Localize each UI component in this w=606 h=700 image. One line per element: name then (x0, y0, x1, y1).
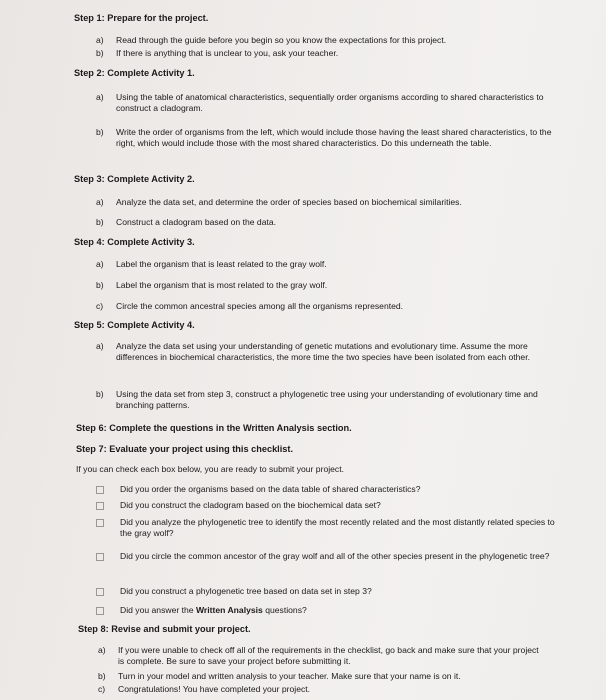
checkbox[interactable] (96, 553, 104, 561)
checkbox[interactable] (96, 486, 104, 494)
step-1-item-a: a) Read through the guide before you begin so you know the expectations for this project. (96, 35, 447, 45)
checkbox[interactable] (96, 502, 104, 510)
step-4-item-c: c) Circle the common ancestral species among all the organisms represented. (96, 301, 404, 311)
step-4-heading: Step 4: Complete Activity 3. (74, 237, 195, 247)
step-8-heading: Step 8: Revise and submit your project. (78, 624, 251, 634)
step-5-heading: Step 5: Complete Activity 4. (74, 320, 195, 330)
step-4-item-b: b) Label the organism that is most related to the gray wolf. (96, 280, 328, 290)
step-1-item-b: b) If there is anything that is unclear to you, ask your teacher. (96, 48, 339, 58)
checklist-item-6[interactable]: Did you answer the Written Analysis questions? (96, 605, 566, 616)
step-3-item-a: a) Analyze the data set, and determine the order of species based on biochemical similarities. (96, 197, 462, 207)
step-8-item-c: c) Congratulations! You have completed your project. (98, 684, 311, 694)
step-3-heading: Step 3: Complete Activity 2. (74, 174, 195, 184)
step-3-item-b: b) Construct a cladogram based on the data. (96, 217, 277, 227)
checkbox[interactable] (96, 588, 104, 596)
checkbox[interactable] (96, 519, 104, 527)
checklist-item-3[interactable]: Did you analyze the phylogenetic tree to identify the most recently related and the most distantly related species to the gray wolf? (96, 517, 558, 539)
step-5-item-b: b) Using the data set from step 3, construct a phylogenetic tree using your understanding of evolutionary time and branching patterns. (96, 389, 538, 411)
step-6-heading: Step 6: Complete the questions in the Written Analysis section. (76, 423, 352, 433)
step-2-item-a: a) Using the table of anatomical characteristics, sequentially order organisms according to shared characteristics to construct a cladogram. (96, 92, 544, 114)
step-5-item-a: a) Analyze the data set using your understanding of genetic mutations and evolutionary time. Assume the more differences in biochemical characteristics, the more time the two species have been isolated from each other. (96, 341, 530, 363)
checklist-intro: If you can check each box below, you are ready to submit your project. (76, 464, 344, 474)
checkbox[interactable] (96, 607, 104, 615)
checklist-item-2[interactable]: Did you construct the cladogram based on the biochemical data set? (96, 500, 566, 511)
step-8-item-a: a) If you were unable to check off all of the requirements in the checklist, go back and make sure that your project is complete. Be sure to save your project before submitting it. (98, 645, 539, 667)
step-4-item-a: a) Label the organism that is least related to the gray wolf. (96, 259, 327, 269)
step-2-item-b: b) Write the order of organisms from the left, which would include those having the least shared characteristics, to the right, which would include those with the most shared characteristics. Do this underneath the table. (96, 127, 552, 149)
checklist-item-1[interactable]: Did you order the organisms based on the data table of shared characteristics? (96, 484, 566, 495)
step-2-heading: Step 2: Complete Activity 1. (74, 68, 195, 78)
step-8-item-b: b) Turn in your model and written analysis to your teacher. Make sure that your name is on it. (98, 671, 461, 681)
step-7-heading: Step 7: Evaluate your project using this checklist. (76, 444, 294, 454)
checklist-item-5[interactable]: Did you construct a phylogenetic tree based on data set in step 3? (96, 586, 566, 597)
step-1-heading: Step 1: Prepare for the project. (74, 13, 209, 23)
checklist-item-4[interactable]: Did you circle the common ancestor of the gray wolf and all of the other species present in the phylogenetic tree? (96, 551, 558, 562)
